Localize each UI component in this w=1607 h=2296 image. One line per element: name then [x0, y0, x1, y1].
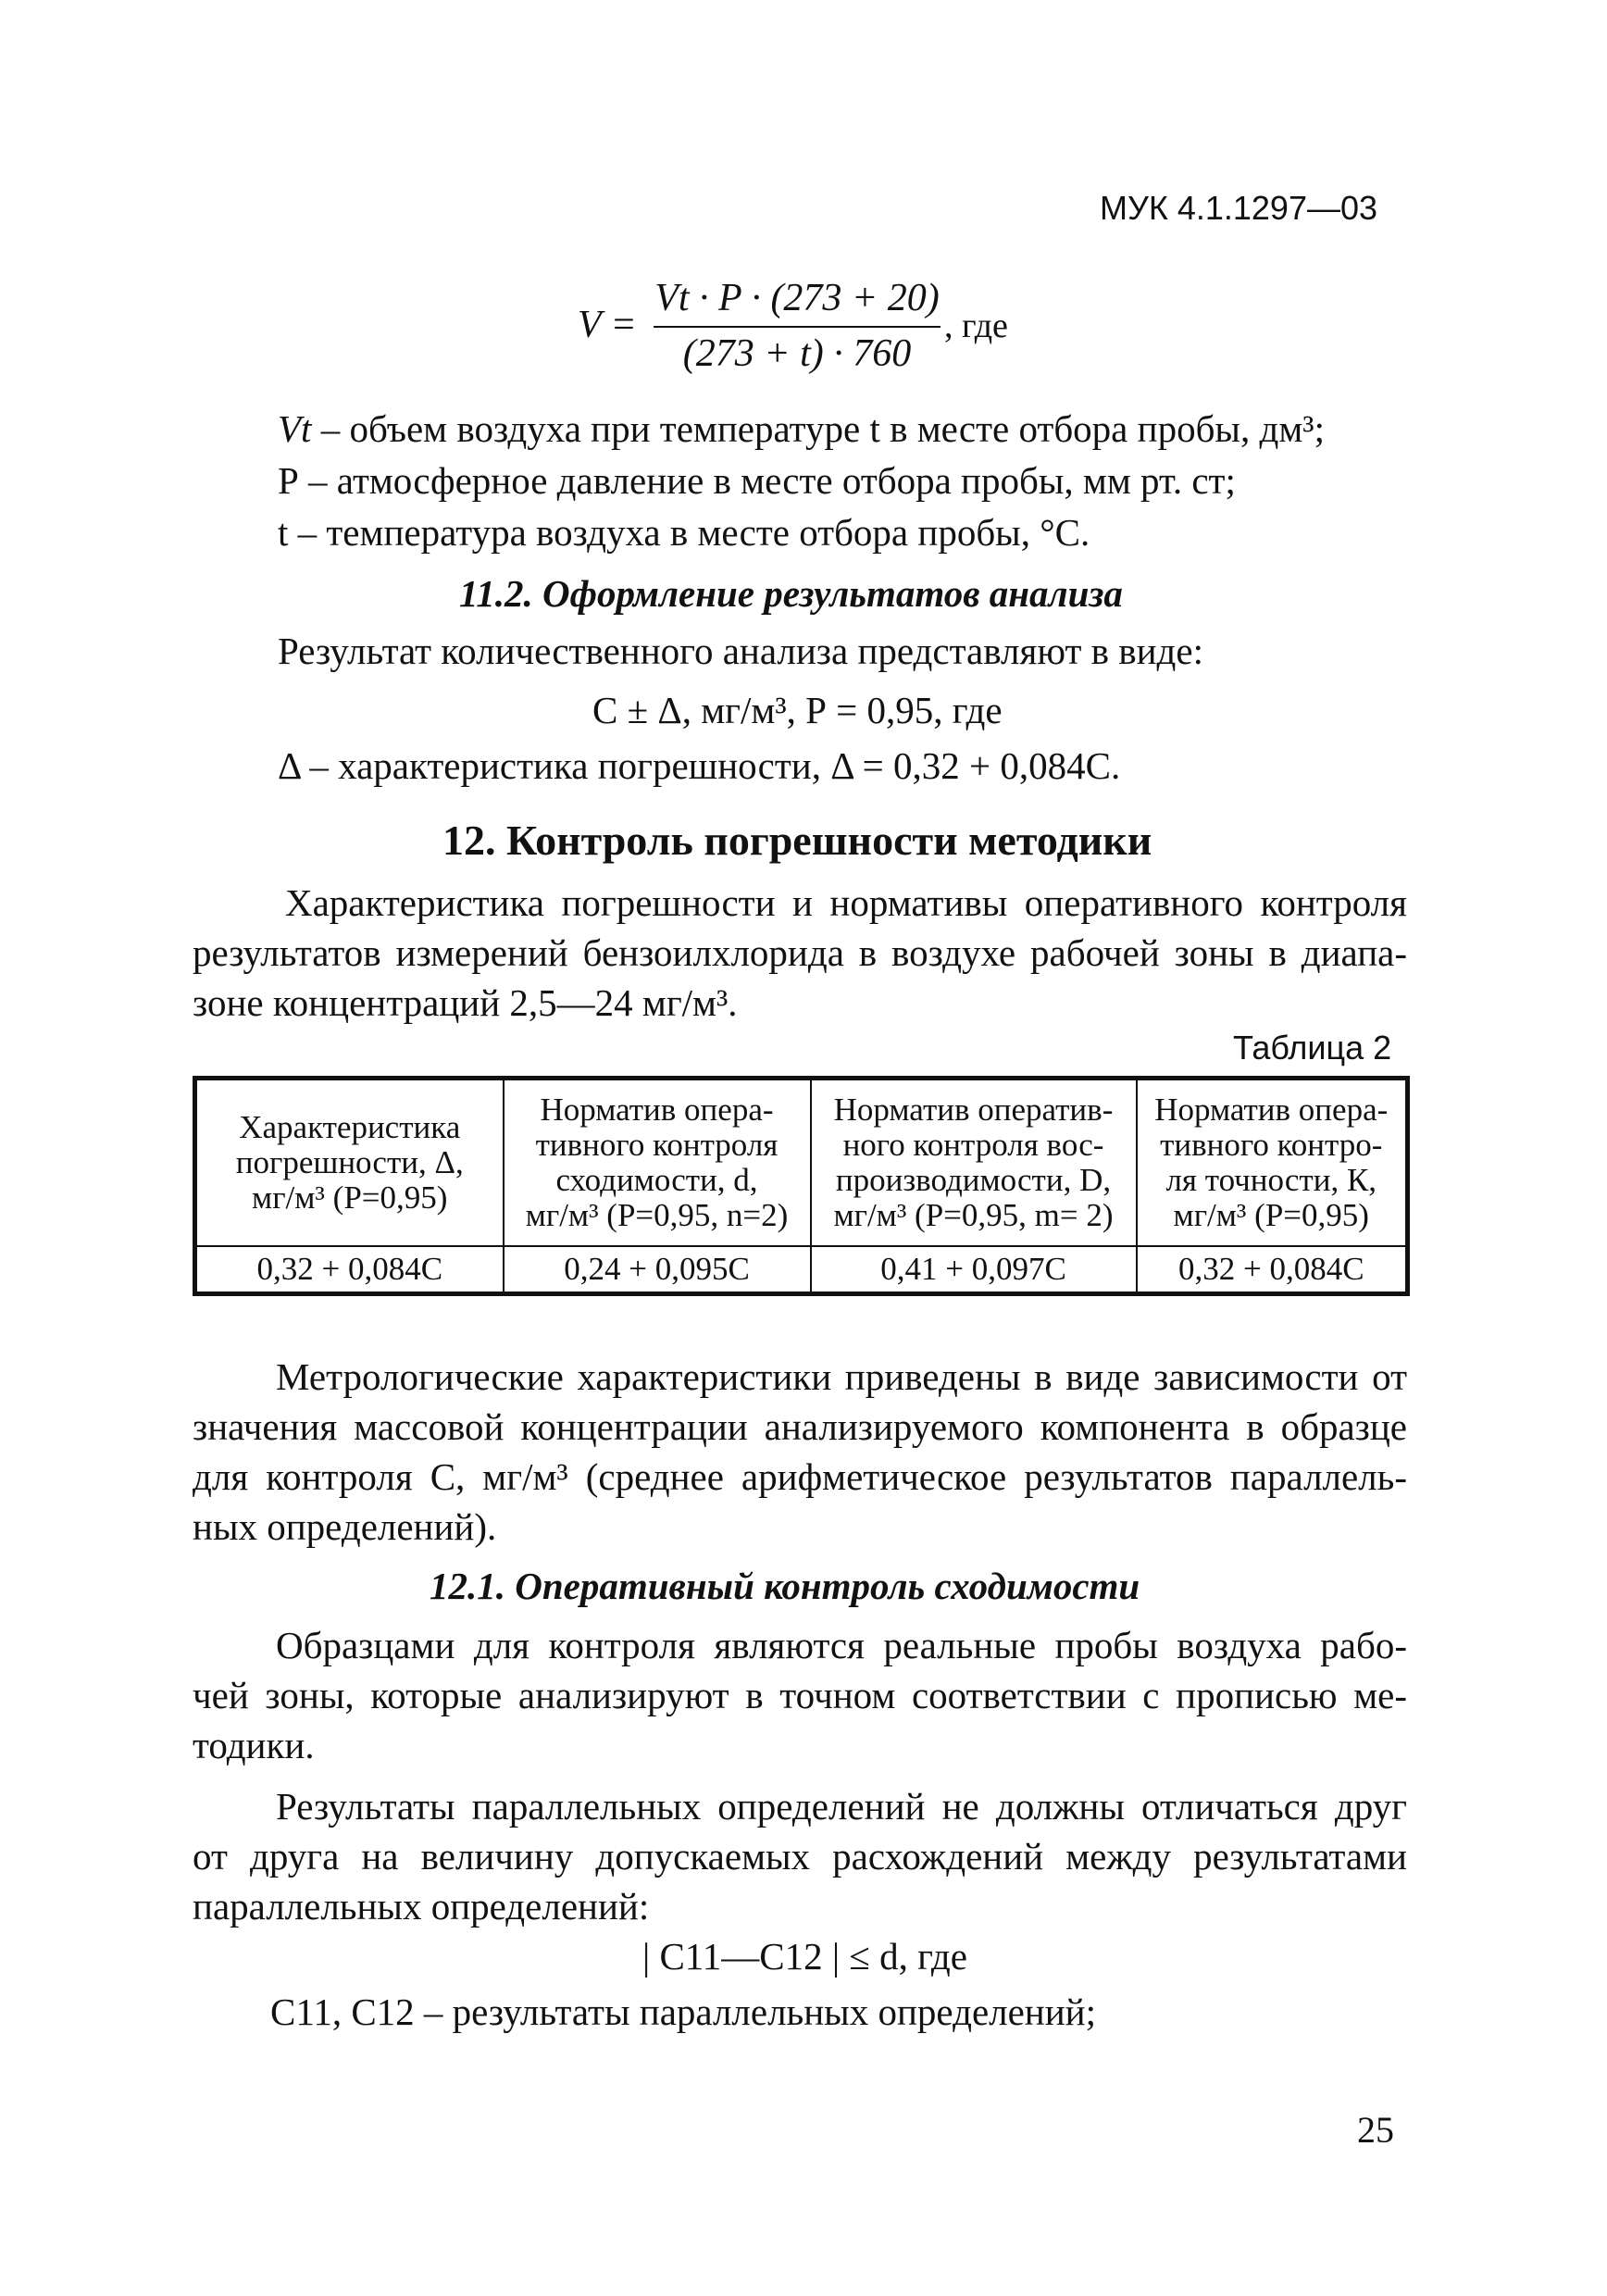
table-header-row [195, 1079, 1408, 1247]
metrology-line: Метрологические характеристики приведены в виде зависимости от [276, 1355, 1407, 1398]
table-caption: Таблица 2 [1233, 1029, 1392, 1067]
delta-definition: Δ – характеристика погрешности, Δ = 0,32 + 0,084С. [278, 744, 1121, 787]
section-12-1-para1-line: тодики. [193, 1724, 315, 1766]
header-repeatability-norm: Норматив опера- тивного контроля сходимости, d, мг/м³ (Р=0,95, n=2) [504, 1079, 811, 1247]
definition-symbol: Vt [278, 407, 312, 450]
table-cell: 0,32 + 0,084С [195, 1246, 504, 1294]
table-cell: 0,32 + 0,084С [1137, 1246, 1408, 1294]
section-heading-12-1: 12.1. Оперативный контроль сходимости [430, 1565, 1140, 1607]
section-12-1-para2-line: Результаты параллельных определений не должны отличаться друг [276, 1785, 1407, 1828]
fraction-bar [654, 326, 941, 328]
table-cell: 0,41 + 0,097С [811, 1246, 1137, 1294]
result-intro: Результат количественного анализа представляют в виде: [278, 630, 1203, 672]
section-12-para-line: Характеристика погрешности и нормативы оперативного контроля [285, 881, 1407, 924]
table-cell: 0,24 + 0,095С [504, 1246, 811, 1294]
section-heading-11-2: 11.2. Оформление результатов анализа [459, 572, 1123, 615]
section-12-para-line: результатов измерений бензоилхлорида в воздухе рабочей зоны в диапа- [193, 931, 1407, 974]
definition-vt [278, 404, 1325, 454]
header-reproducibility-norm: Норматив оператив- ного контроля вос- производимости, D, мг/м³ (Р=0,95, m= 2) [811, 1079, 1137, 1247]
formula-lhs: V = [578, 304, 637, 346]
norms-table [193, 1076, 1410, 1296]
section-12-1-para1-line: чей зоны, которые анализируют в точном соответствии с прописью ме- [193, 1674, 1407, 1716]
inequality-formula: | С11—С12 | ≤ d, где [642, 1935, 967, 1978]
metrology-line: значения массовой концентрации анализируемого компонента в образце [193, 1405, 1407, 1448]
definition-t: t – температура воздуха в месте отбора пробы, °С. [278, 511, 1090, 554]
header-accuracy-norm: Норматив опера- тивного контро- ля точности, К, мг/м³ (Р=0,95) [1137, 1079, 1408, 1247]
page-number: 25 [1357, 2109, 1394, 2151]
header-error-characteristic: Характеристика погрешности, Δ, мг/м³ (Р=0,95) [195, 1079, 504, 1247]
table-row [195, 1246, 1408, 1294]
formula-denominator: (273 + t) · 760 [682, 332, 912, 375]
section-12-1-para2-line: от друга на величину допускаемых расхождений между результатами [193, 1835, 1407, 1878]
section-12-1-para2-line: параллельных определений: [193, 1885, 650, 1928]
section-12-para-line: зоне концентраций 2,5—24 мг/м³. [193, 981, 738, 1024]
definition-p: Р – атмосферное давление в месте отбора пробы, мм рт. ст; [278, 459, 1236, 502]
metrology-line: ных определений). [193, 1505, 497, 1548]
document-code: МУК 4.1.1297—03 [1100, 189, 1378, 227]
definition-text: – объем воздуха при температуре t в месте отбора пробы, дм³; [311, 407, 1325, 450]
section-12-1-para1-line: Образцами для контроля являются реальные пробы воздуха рабо- [276, 1624, 1407, 1666]
result-formula: С ± Δ, мг/м³, Р = 0,95, где [592, 689, 1003, 731]
parallel-results-definition: С11, С12 – результаты параллельных определений; [270, 1990, 1097, 2033]
formula-tail: , где [944, 306, 1008, 345]
metrology-line: для контроля С, мг/м³ (среднее арифметическое результатов параллель- [193, 1455, 1407, 1498]
formula-numerator: Vt · P · (273 + 20) [654, 277, 940, 319]
section-heading-12: 12. Контроль погрешности методики [442, 817, 1152, 864]
